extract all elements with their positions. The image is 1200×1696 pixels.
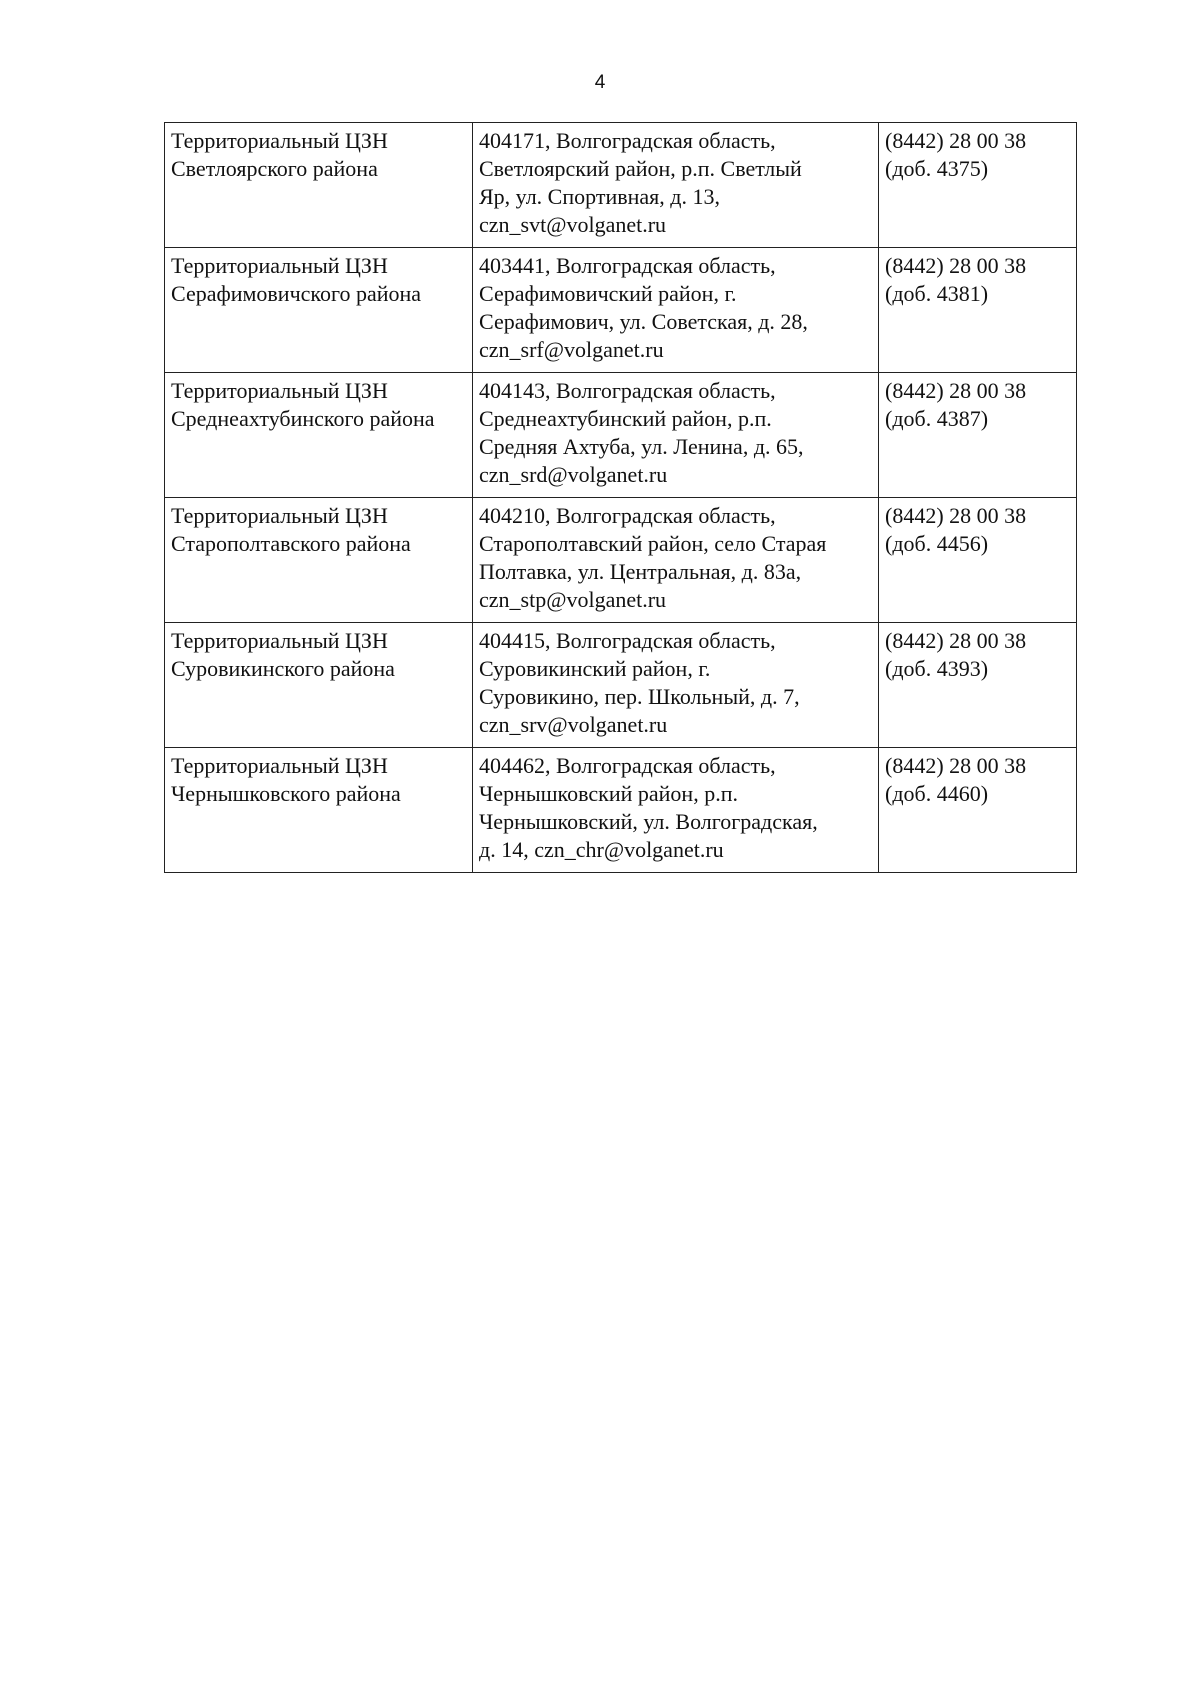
- office-phone: (8442) 28 00 38 (доб. 4375): [879, 123, 1077, 248]
- contacts-table: [164, 122, 1077, 873]
- office-name: Территориальный ЦЗН Светлоярского района: [165, 123, 473, 248]
- office-name: Территориальный ЦЗН Чернышковского района: [165, 748, 473, 873]
- office-address: 404462, Волгоградская область, Чернышковский район, р.п. Чернышковский, ул. Волгоградская, д. 14, czn_chr@volganet.ru: [473, 748, 879, 873]
- table-row: [165, 373, 1077, 498]
- table-row: [165, 623, 1077, 748]
- office-phone: (8442) 28 00 38 (доб. 4381): [879, 248, 1077, 373]
- office-name: Территориальный ЦЗН Суровикинского района: [165, 623, 473, 748]
- office-address: 404171, Волгоградская область, Светлоярский район, р.п. Светлый Яр, ул. Спортивная, д. 13, czn_svt@volganet.ru: [473, 123, 879, 248]
- table-row: [165, 248, 1077, 373]
- office-address: 404415, Волгоградская область, Суровикинский район, г. Суровикино, пер. Школьный, д. 7, czn_srv@volganet.ru: [473, 623, 879, 748]
- office-address: 404210, Волгоградская область, Старополтавский район, село Старая Полтавка, ул. Центральная, д. 83а, czn_stp@volganet.ru: [473, 498, 879, 623]
- office-address: 403441, Волгоградская область, Серафимовичский район, г. Серафимович, ул. Советская, д. 28, czn_srf@volganet.ru: [473, 248, 879, 373]
- office-address: 404143, Волгоградская область, Среднеахтубинский район, р.п. Средняя Ахтуба, ул. Ленина, д. 65, czn_srd@volganet.ru: [473, 373, 879, 498]
- office-name: Территориальный ЦЗН Старополтавского района: [165, 498, 473, 623]
- table-row: [165, 748, 1077, 873]
- office-phone: (8442) 28 00 38 (доб. 4393): [879, 623, 1077, 748]
- office-phone: (8442) 28 00 38 (доб. 4387): [879, 373, 1077, 498]
- office-name: Территориальный ЦЗН Серафимовичского района: [165, 248, 473, 373]
- office-name: Территориальный ЦЗН Среднеахтубинского района: [165, 373, 473, 498]
- office-phone: (8442) 28 00 38 (доб. 4456): [879, 498, 1077, 623]
- office-phone: (8442) 28 00 38 (доб. 4460): [879, 748, 1077, 873]
- table-row: [165, 123, 1077, 248]
- page-number: 4: [594, 72, 606, 93]
- table-row: [165, 498, 1077, 623]
